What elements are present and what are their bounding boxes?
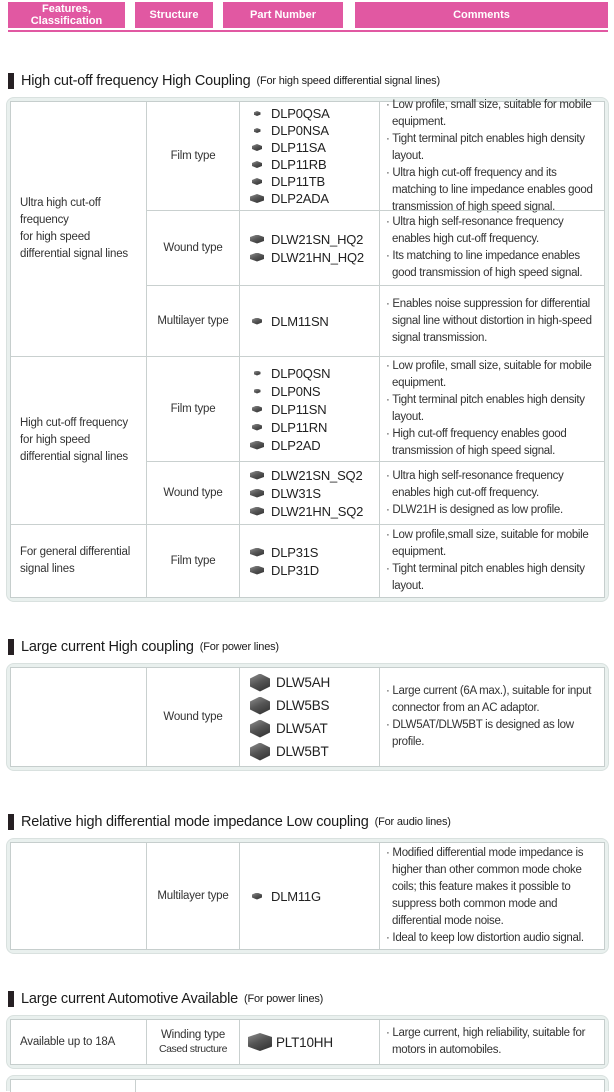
table-row-group bbox=[11, 668, 604, 766]
table-row bbox=[147, 525, 604, 597]
part-number-cell bbox=[240, 668, 380, 766]
part-number-cell bbox=[240, 357, 380, 461]
component-chip-icon bbox=[252, 144, 262, 151]
part-number: DLP0QSN bbox=[271, 365, 331, 381]
comment-item: · Tight terminal pitch enables high density layout. bbox=[386, 563, 585, 592]
part-row bbox=[248, 671, 379, 694]
part-row bbox=[248, 364, 379, 382]
section-title-4 bbox=[8, 990, 614, 1008]
section-title-text: High cut-off frequency High Coupling bbox=[21, 73, 251, 89]
header-structure: Structure bbox=[135, 2, 213, 28]
part-number: DLW21SN_SQ2 bbox=[271, 467, 363, 483]
table-2 bbox=[6, 663, 609, 771]
next-table-partial bbox=[6, 1075, 609, 1091]
section-bullet-icon bbox=[8, 639, 14, 655]
component-chip-icon bbox=[252, 424, 262, 431]
section-subtitle-text: (For power lines) bbox=[244, 993, 324, 1005]
component-chip-icon bbox=[254, 111, 261, 116]
part-number: DLW5AH bbox=[276, 675, 331, 690]
part-row bbox=[248, 484, 379, 502]
classification-cell: For general differential signal lines bbox=[11, 525, 147, 597]
comments-cell bbox=[380, 668, 604, 766]
structure-cell: Wound type bbox=[147, 462, 240, 524]
component-chip-icon bbox=[250, 674, 270, 692]
part-row bbox=[248, 105, 379, 122]
structure-cell: Film type bbox=[147, 102, 240, 210]
table-header-bar bbox=[8, 2, 608, 28]
section-title-1 bbox=[8, 72, 614, 90]
part-number: DLW5BT bbox=[276, 744, 329, 759]
part-row bbox=[248, 561, 379, 579]
part-number: DLP31D bbox=[271, 562, 319, 578]
part-number-cell bbox=[240, 286, 380, 356]
part-row bbox=[248, 312, 379, 330]
part-number: DLW31S bbox=[271, 485, 321, 501]
component-chip-icon bbox=[250, 253, 264, 262]
part-row bbox=[248, 418, 379, 436]
part-number: DLW5BS bbox=[276, 698, 330, 713]
comment-item: · Low profile, small size, suitable for mobile equipment. bbox=[386, 98, 592, 128]
part-number: DLP11SN bbox=[271, 401, 327, 417]
part-row bbox=[248, 543, 379, 561]
component-chip-icon bbox=[252, 318, 262, 325]
comment-item: · Tight terminal pitch enables high density layout. bbox=[386, 132, 585, 162]
classification-cell bbox=[11, 668, 147, 766]
component-chip-icon bbox=[250, 697, 270, 715]
comment-item: · Ultra high self-resonance frequency enables high cut-off frequency. bbox=[386, 216, 564, 245]
section-bullet-icon bbox=[8, 73, 14, 89]
part-row bbox=[248, 717, 379, 740]
part-row bbox=[248, 173, 379, 190]
component-chip-icon bbox=[254, 128, 261, 133]
comment-item: · Low profile,small size, suitable for mobile equipment. bbox=[386, 529, 589, 558]
structure-cell: Wound type bbox=[147, 211, 240, 285]
comments-cell bbox=[380, 525, 604, 597]
classification-cell: Available up to 18A bbox=[11, 1020, 147, 1064]
part-row bbox=[248, 122, 379, 139]
component-chip-icon bbox=[250, 489, 264, 498]
structure-cell: Film type bbox=[147, 357, 240, 461]
classification-cell: Ultra high cut-off frequency for high speed differential signal lines bbox=[11, 102, 147, 356]
comment-item: · DLW21H is designed as low profile. bbox=[386, 503, 563, 516]
comment-item: · Ideal to keep low distortion audio signal. bbox=[386, 932, 584, 944]
component-chip-icon bbox=[250, 441, 264, 450]
header-underline bbox=[8, 30, 608, 32]
component-chip-icon bbox=[250, 720, 270, 738]
part-number: DLM11G bbox=[271, 888, 321, 904]
section-title-text: Large current High coupling bbox=[21, 639, 194, 655]
part-row bbox=[248, 190, 379, 207]
comment-item: · Ultra high cut-off frequency and its matching to line impedance enables good transmission of high speed signal. bbox=[386, 166, 593, 213]
component-chip-icon bbox=[254, 389, 261, 394]
component-chip-icon bbox=[248, 1033, 272, 1051]
comment-item: · DLW5AT/DLW5BT is designed as low profile. bbox=[386, 719, 574, 748]
table-row bbox=[147, 668, 604, 766]
component-chip-icon bbox=[252, 406, 262, 413]
table-row bbox=[147, 357, 604, 461]
part-row bbox=[248, 887, 379, 905]
part-row bbox=[248, 248, 379, 266]
comment-item: · Its matching to line impedance enables good transmission of high speed signal. bbox=[386, 250, 583, 279]
part-row bbox=[248, 740, 379, 763]
structure-cell: Winding type Cased structure bbox=[147, 1020, 240, 1064]
structure-cell: Wound type bbox=[147, 668, 240, 766]
comment-item: · Enables noise suppression for differential signal line without distortion in high-speed signal transmission. bbox=[386, 297, 592, 344]
part-row bbox=[248, 466, 379, 484]
table-3 bbox=[6, 838, 609, 954]
component-chip-icon bbox=[252, 178, 262, 185]
part-number: DLW21HN_HQ2 bbox=[271, 249, 364, 265]
part-number: DLP11TB bbox=[271, 174, 325, 189]
part-number: DLP0NS bbox=[271, 383, 321, 399]
part-number-cell bbox=[240, 102, 380, 210]
part-number-cell bbox=[240, 843, 380, 949]
table-row bbox=[147, 210, 604, 285]
comments-cell bbox=[380, 843, 604, 949]
component-chip-icon bbox=[250, 235, 264, 244]
table-row bbox=[147, 843, 604, 949]
header-part-number: Part Number bbox=[223, 2, 343, 28]
table-row-group bbox=[11, 843, 604, 949]
part-row bbox=[248, 400, 379, 418]
component-chip-icon bbox=[250, 743, 270, 761]
comments-cell bbox=[380, 211, 604, 285]
component-chip-icon bbox=[250, 507, 264, 516]
part-number: DLP0QSA bbox=[271, 106, 330, 121]
part-number: DLW5AT bbox=[276, 721, 328, 736]
comments-cell bbox=[380, 462, 604, 524]
section-title-text: Relative high differential mode impedance Low coupling bbox=[21, 814, 369, 830]
part-number: PLT10HH bbox=[276, 1034, 333, 1050]
section-title-text: Large current Automotive Available bbox=[21, 991, 239, 1007]
table-row bbox=[147, 1020, 604, 1064]
part-row bbox=[248, 382, 379, 400]
header-features-classification bbox=[8, 2, 125, 28]
component-chip-icon bbox=[252, 893, 262, 900]
section-bullet-icon bbox=[8, 814, 14, 830]
part-number: DLP2ADA bbox=[271, 191, 329, 206]
comment-item: · Low profile, small size, suitable for mobile equipment. bbox=[386, 360, 592, 389]
part-row bbox=[248, 230, 379, 248]
table-row bbox=[147, 285, 604, 356]
part-row bbox=[248, 139, 379, 156]
classification-cell bbox=[11, 843, 147, 949]
structure-cell: Multilayer type bbox=[147, 286, 240, 356]
table-row-group bbox=[11, 1020, 604, 1064]
part-number: DLP0NSA bbox=[271, 123, 329, 138]
structure-subtext: Cased structure bbox=[158, 1043, 228, 1055]
component-chip-icon bbox=[250, 471, 264, 480]
comments-cell bbox=[380, 357, 604, 461]
component-chip-icon bbox=[252, 161, 262, 168]
part-row bbox=[248, 694, 379, 717]
part-number: DLP2AD bbox=[271, 437, 321, 453]
table-4 bbox=[6, 1015, 609, 1069]
part-row bbox=[248, 156, 379, 173]
part-number: DLP31S bbox=[271, 544, 319, 560]
comment-item: · Ultra high self-resonance frequency enables high cut-off frequency. bbox=[386, 469, 564, 499]
header-features-line1: Features, bbox=[42, 2, 91, 15]
section-subtitle-text: (For power lines) bbox=[199, 641, 279, 653]
section-subtitle-text: (For high speed differential signal lines) bbox=[256, 75, 440, 87]
component-chip-icon bbox=[250, 194, 264, 203]
structure-cell: Film type bbox=[147, 525, 240, 597]
section-title-3 bbox=[8, 813, 614, 831]
part-number: DLP11SA bbox=[271, 140, 326, 155]
comments-cell bbox=[380, 1020, 604, 1064]
component-chip-icon bbox=[250, 566, 264, 575]
catalog-page bbox=[0, 2, 614, 1056]
header-comments: Comments bbox=[355, 2, 608, 28]
comment-item: · Large current, high reliability, suitable for motors in automobiles. bbox=[386, 1027, 586, 1056]
part-row bbox=[248, 502, 379, 520]
comment-item: · High cut-off frequency enables good transmission of high speed signal. bbox=[386, 428, 567, 457]
table-row-group bbox=[11, 524, 604, 597]
comments-cell bbox=[380, 286, 604, 356]
component-chip-icon bbox=[250, 548, 264, 557]
table-row-group bbox=[11, 356, 604, 524]
part-number: DLP11RN bbox=[271, 419, 328, 435]
table-row bbox=[147, 98, 604, 213]
part-number: DLM11SN bbox=[271, 313, 329, 329]
comment-item: · Modified differential mode impedance is higher than other common mode choke coils; this feature makes it possible to suppress both common mode and differential mode noise. bbox=[386, 847, 584, 927]
comment-item: · Large current (6A max.), suitable for input connector from an AC adaptor. bbox=[386, 685, 592, 714]
part-row bbox=[248, 1029, 379, 1055]
part-number-cell bbox=[240, 1020, 380, 1064]
table-row bbox=[147, 461, 604, 524]
comment-item: · Tight terminal pitch enables high density layout. bbox=[386, 394, 585, 423]
table-row-group bbox=[11, 98, 604, 356]
comments-cell bbox=[380, 98, 604, 213]
table-1 bbox=[6, 97, 609, 602]
section-bullet-icon bbox=[8, 991, 14, 1007]
part-number-cell bbox=[240, 525, 380, 597]
part-number: DLW21HN_SQ2 bbox=[271, 503, 364, 519]
part-row bbox=[248, 436, 379, 454]
part-number-cell bbox=[240, 462, 380, 524]
classification-cell: High cut-off frequency for high speed differential signal lines bbox=[11, 357, 147, 524]
header-features-line2: Classification bbox=[30, 15, 103, 27]
part-number: DLP11RB bbox=[271, 157, 327, 172]
section-subtitle-text: (For audio lines) bbox=[374, 816, 451, 828]
part-number: DLW21SN_HQ2 bbox=[271, 231, 364, 247]
structure-cell: Multilayer type bbox=[147, 843, 240, 949]
part-number-cell bbox=[240, 211, 380, 285]
component-chip-icon bbox=[254, 371, 261, 376]
section-title-2 bbox=[8, 638, 614, 656]
